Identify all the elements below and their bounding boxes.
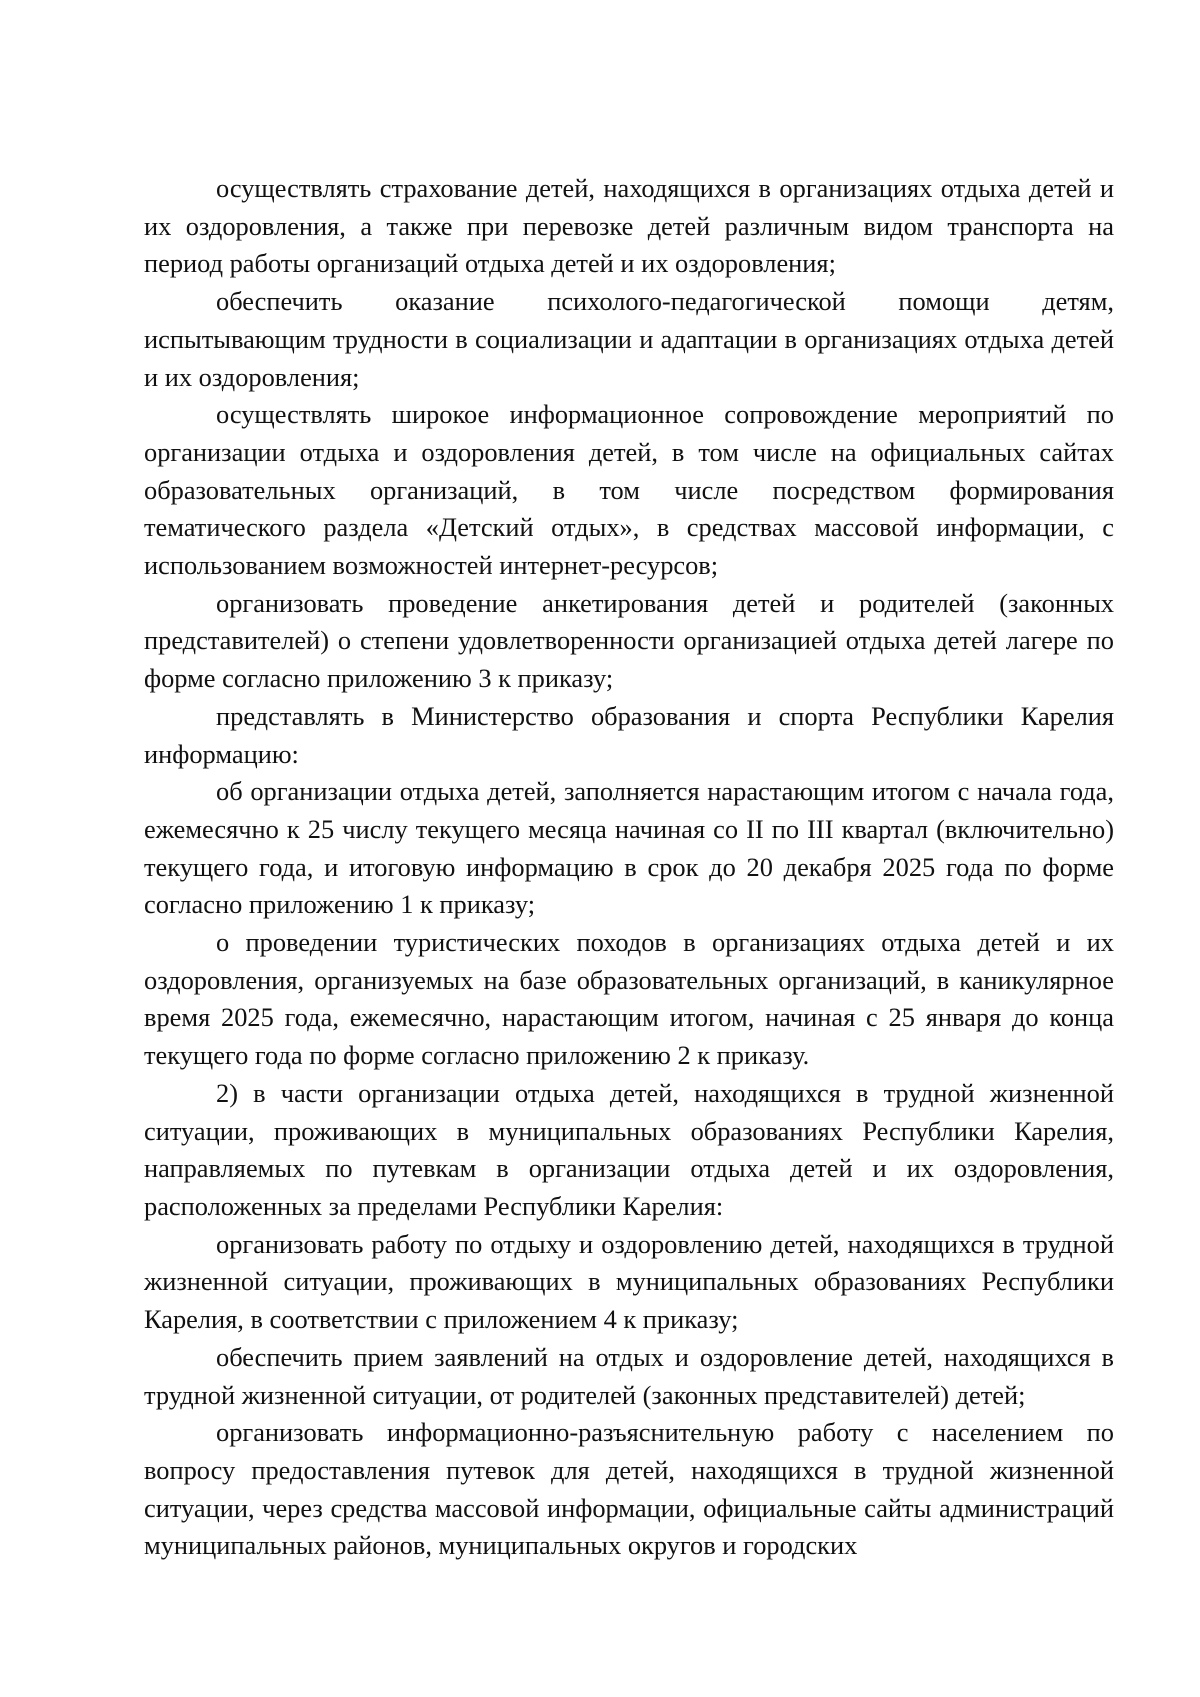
paragraph-section-2: 2) в части организации отдыха детей, находящихся в трудной жизненной ситуации, проживающих в муниципальных образованиях Республики Карелия, направляемых по путевкам в организации отдыха детей и их оздоровления, расположенных за пределами Республики Карелия:	[144, 1077, 1114, 1221]
paragraph-insurance: осуществлять страхование детей, находящихся в организациях отдыха детей и их оздоровления, а также при перевозке детей различным видом транспорта на период работы организаций отдыха детей и их оздоровления;	[144, 173, 1114, 279]
paragraph-organize-work: организовать работу по отдыху и оздоровлению детей, находящихся в трудной жизненной ситуации, проживающих в муниципальных образованиях Республики Карелия, в соответствии с приложением 4 к приказу;	[144, 1228, 1114, 1335]
paragraph-survey: организовать проведение анкетирования детей и родителей (законных представителей) о степени удовлетворенности организацией отдыха детей лагере по форме согласно приложению 3 к приказу;	[144, 587, 1114, 694]
paragraph-applications: обеспечить прием заявлений на отдых и оздоровление детей, находящихся в трудной жизненной ситуации, от родителей (законных представителей) детей;	[144, 1341, 1114, 1410]
paragraph-information-support: осуществлять широкое информационное сопровождение мероприятий по организации отдыха и оздоровления детей, в том числе на официальных сайтах образовательных организаций, в том числе посредством формирования тематического раздела «Детский отдых», в средствах массовой информации, с использованием возможностей интернет-ресурсов;	[144, 399, 1114, 581]
paragraph-psychological-help: обеспечить оказание психолого-педагогической помощи детям, испытывающим трудности в социализации и адаптации в организациях отдыха детей и их оздоровления;	[144, 286, 1114, 392]
paragraph-reporting: представлять в Министерство образования и спорта Республики Карелия информацию:	[144, 700, 1114, 769]
paragraph-hiking-report: о проведении туристических походов в организациях отдыха детей и их оздоровления, организуемых на базе образовательных организаций, в каникулярное время 2025 года, ежемесячно, нарастающим итогом, начиная с 25 января до конца текущего года по форме согласно приложению 2 к приказу.	[144, 927, 1114, 1071]
document-body	[144, 170, 1114, 1565]
paragraph-recreation-report: об организации отдыха детей, заполняется нарастающим итогом с начала года, ежемесячно к 25 числу текущего месяца начиная со II по III квартал (включительно) текущего года, и итоговую информацию в срок до 20 декабря 2025 года по форме согласно приложению 1 к приказу;	[144, 776, 1114, 920]
paragraph-outreach: организовать информационно-разъяснительную работу с населением по вопросу предоставления путевок для детей, находящихся в трудной жизненной ситуации, через средства массовой информации, официальные сайты администраций муниципальных районов, муниципальных округов и городских	[144, 1417, 1114, 1561]
